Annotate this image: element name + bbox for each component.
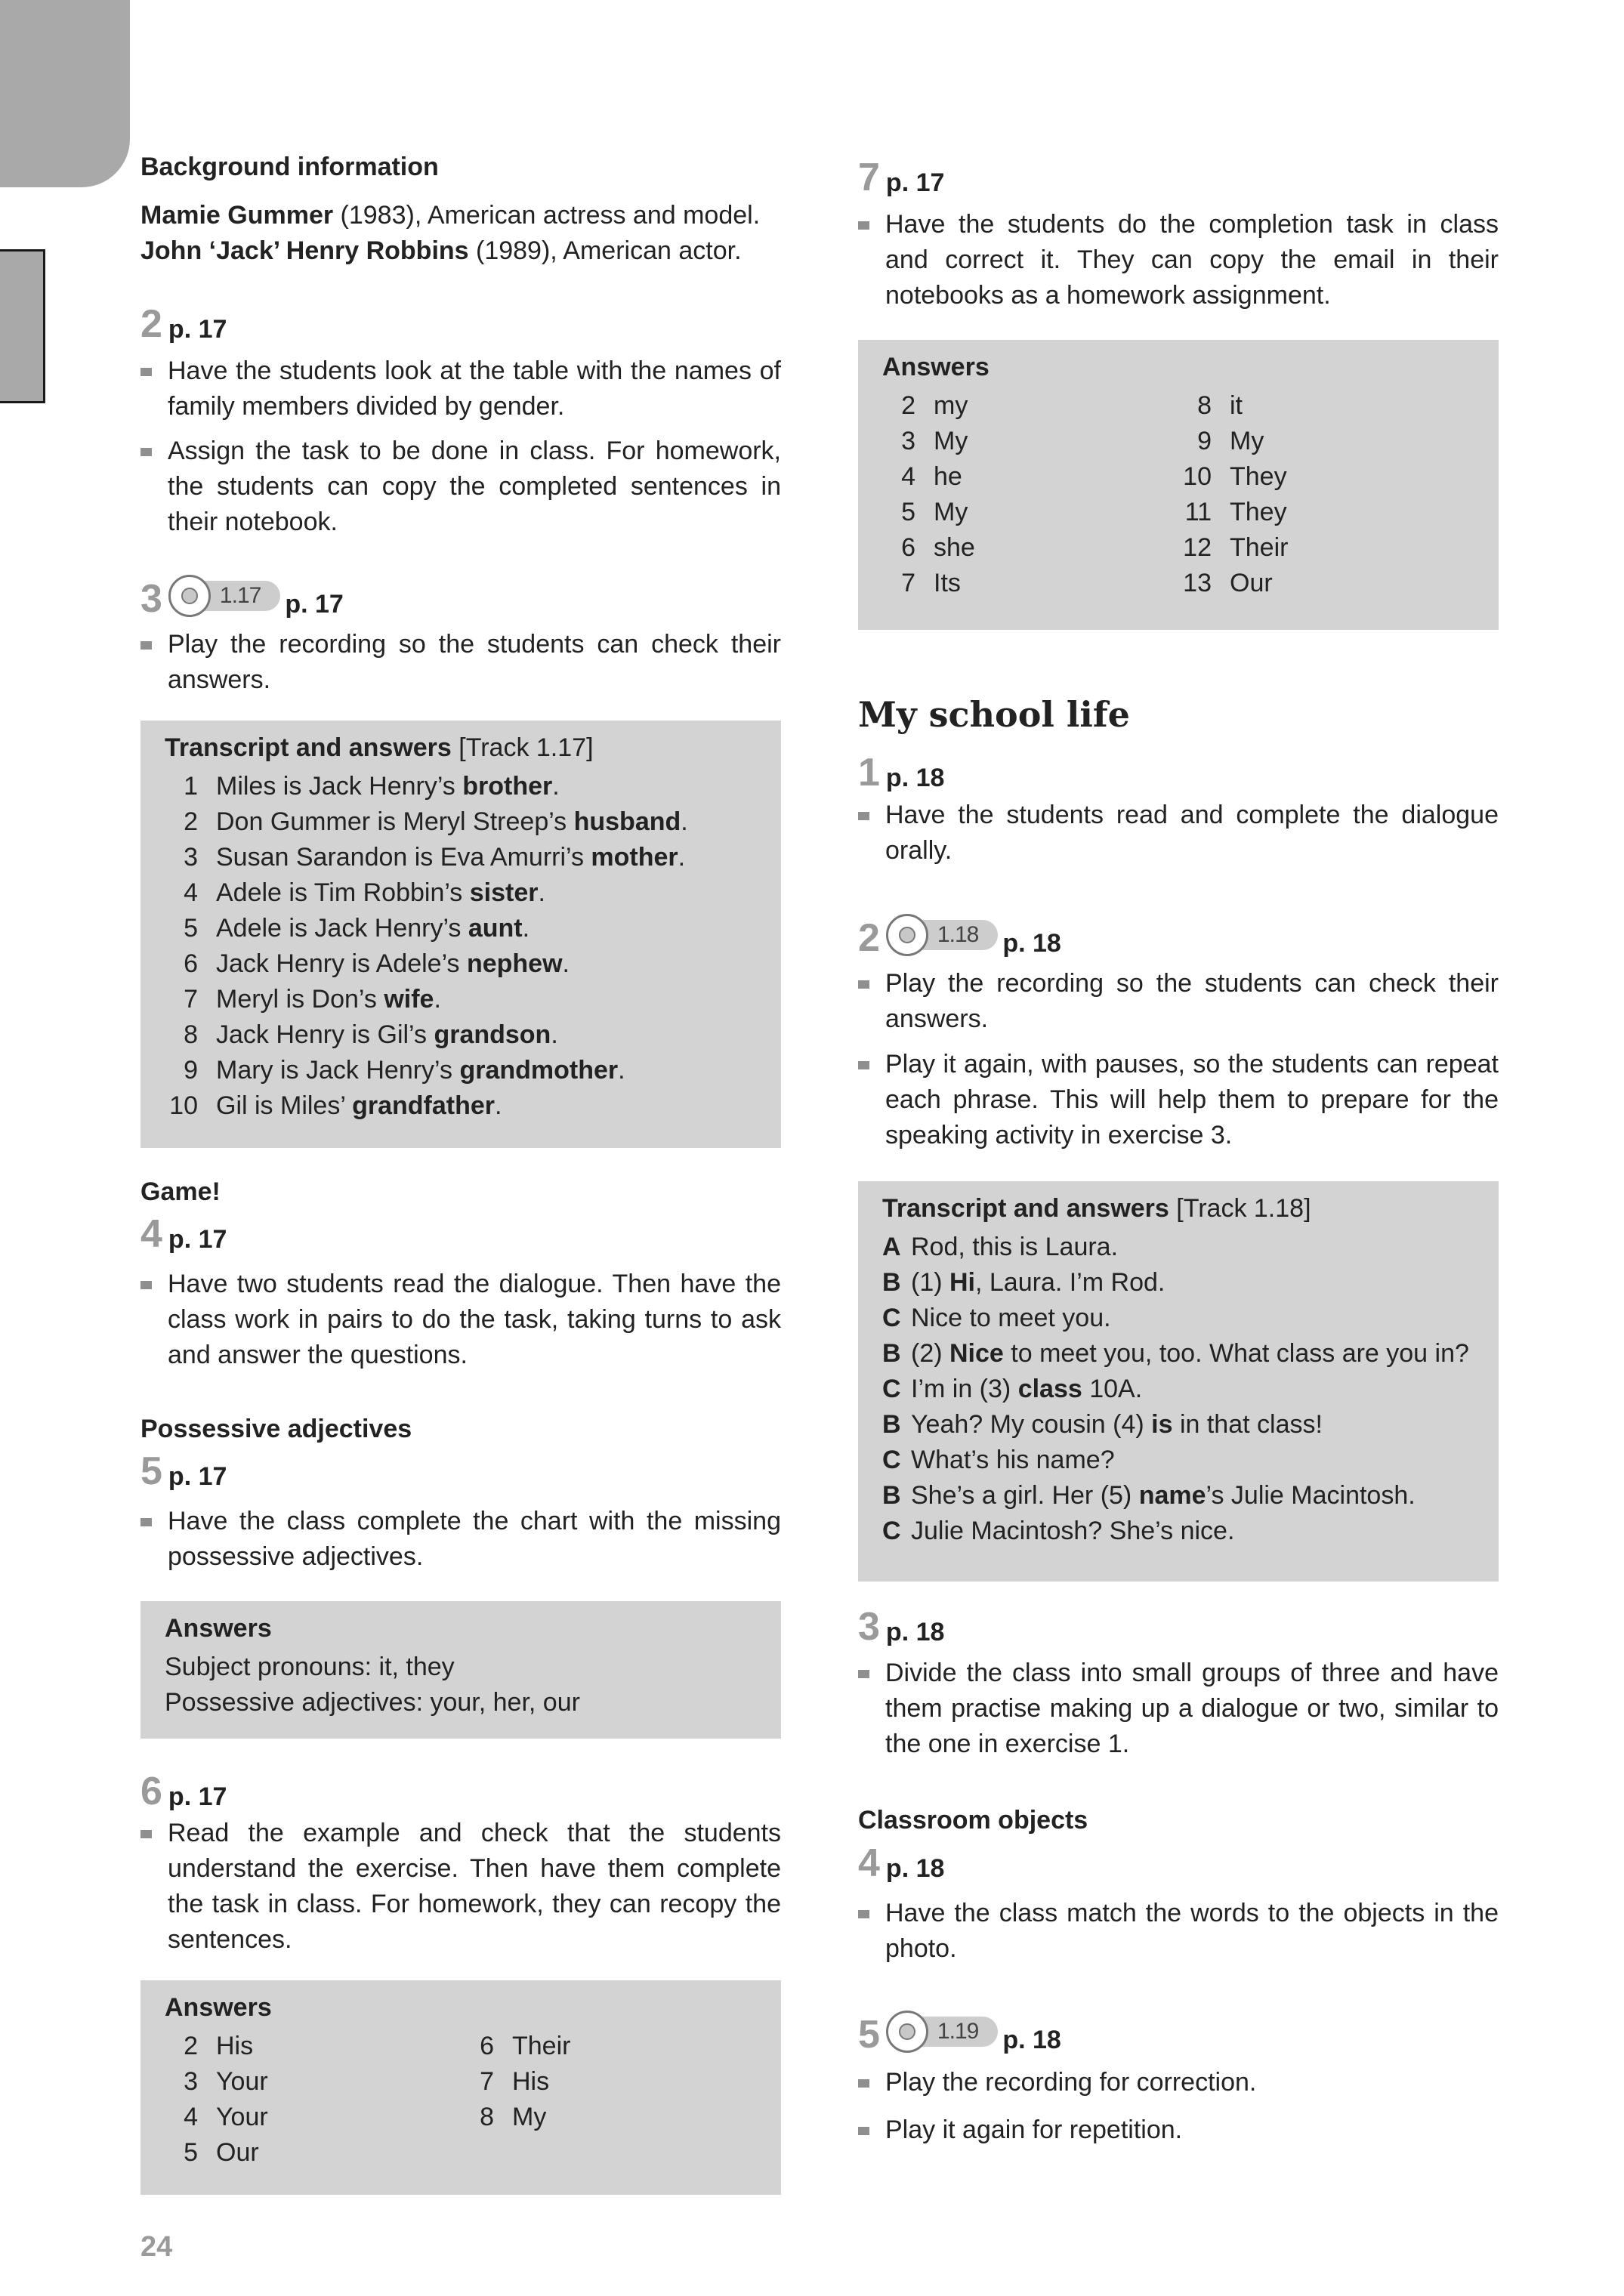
line-text xyxy=(911,1336,1469,1372)
answer-row xyxy=(882,566,1178,601)
line-text-post: . xyxy=(434,985,441,1014)
line-text-post: in that class! xyxy=(1172,1410,1323,1439)
audio-track-badge xyxy=(886,914,998,956)
line-text xyxy=(216,911,529,946)
answer-row xyxy=(1178,388,1474,424)
answer-number: 6 xyxy=(480,2032,494,2060)
line-number: 9 xyxy=(184,1056,198,1085)
line-text-post: to meet you, too. What class are you in? xyxy=(1003,1339,1469,1368)
answer-word: My xyxy=(934,498,968,526)
answer-word: he xyxy=(934,462,962,491)
answers-box-ex5: Answers Subject pronouns: it, they Possessive adjectives: your, her, our xyxy=(140,1601,781,1739)
answer-number: 10 xyxy=(1183,462,1212,491)
line-text-post: . xyxy=(522,914,530,943)
game-heading: Game! xyxy=(140,1177,221,1206)
exercise-7-bullet-1: Have the students do the completion task in class and correct it. They can copy the email in their notebooks as a homework assignment. xyxy=(858,207,1499,313)
page-number: 24 xyxy=(140,2231,173,2263)
answer-number: 2 xyxy=(901,391,915,420)
section-title-my-school-life: My school life xyxy=(858,694,1130,735)
answers-column xyxy=(1178,388,1474,601)
line-text-pre: I’m in (3) xyxy=(911,1375,1018,1403)
line-text-pre: Adele is Tim Robbin’s xyxy=(216,878,470,907)
answer-word: They xyxy=(1230,462,1287,491)
answer-word: His xyxy=(216,2032,254,2060)
answer-row xyxy=(882,530,1178,566)
answers-box-ex6: Answers 2 His 3 Your 4 Your 5 Our 6 Their 7 His 8 My xyxy=(140,1980,781,2195)
transcript-row xyxy=(165,1053,757,1088)
dialogue-row xyxy=(882,1478,1474,1514)
exercise-4-heading: 4 p. 18 xyxy=(858,1841,945,1885)
answer-row xyxy=(882,495,1178,530)
answer-row xyxy=(165,2029,461,2064)
line-number: 6 xyxy=(184,949,198,978)
answer-row xyxy=(1178,530,1474,566)
exercise-4-heading: 4 p. 17 xyxy=(140,1212,227,1256)
answer-word: My xyxy=(1230,427,1264,455)
speaker-label: B xyxy=(882,1268,901,1297)
cd-icon xyxy=(168,575,211,617)
exercise-5-bullet-2: Play it again for repetition. xyxy=(858,2112,1499,2148)
answer-number: 7 xyxy=(901,569,915,597)
exercise-2-bullet-2: Assign the task to be done in class. For homework, the students can copy the completed sentences in their notebook. xyxy=(140,434,781,540)
answer-word: class xyxy=(1017,1375,1082,1403)
line-text-post: 10A. xyxy=(1082,1375,1143,1403)
transcript-row xyxy=(165,875,757,911)
speaker-label: B xyxy=(882,1410,901,1439)
answers-column xyxy=(461,2029,757,2171)
line-text xyxy=(911,1301,1111,1336)
speaker-label: C xyxy=(882,1517,901,1545)
answer-number: 8 xyxy=(1197,391,1212,420)
line-text xyxy=(911,1265,1165,1301)
answer-row xyxy=(165,2064,461,2100)
line-number: 5 xyxy=(184,914,198,943)
answers-grid xyxy=(165,2029,757,2171)
exercise-6-heading: 6 p. 17 xyxy=(140,1770,227,1813)
dialogue-row xyxy=(882,1407,1474,1443)
line-text-post: . xyxy=(552,772,560,801)
corner-tab xyxy=(0,0,130,187)
line-text xyxy=(216,840,685,875)
speaker-label: C xyxy=(882,1304,901,1332)
cd-icon xyxy=(886,914,928,956)
transcript-row xyxy=(165,982,757,1017)
answer-word: Your xyxy=(216,2103,268,2131)
exercise-3-bullet-1: Divide the class into small groups of three and have them practise making up a dialogue or two, similar to the one in exercise 1. xyxy=(858,1656,1499,1762)
line-number: 10 xyxy=(169,1091,198,1120)
answer-number: 3 xyxy=(184,2067,198,2096)
line-text-pre: (2) xyxy=(911,1339,949,1368)
answer-row xyxy=(165,2100,461,2135)
line-text-pre: Meryl is Don’s xyxy=(216,985,384,1014)
line-text-pre: Gil is Miles’ xyxy=(216,1091,353,1120)
answer-row xyxy=(882,424,1178,459)
answer-word: Our xyxy=(216,2138,259,2167)
answer-line: Possessive adjectives: your, her, our xyxy=(165,1688,580,1717)
line-text-pre: Susan Sarandon is Eva Amurri’s xyxy=(216,843,591,872)
answer-line: Subject pronouns: it, they xyxy=(165,1653,455,1681)
exercise-5-heading: 5 1.19 p. 18 xyxy=(858,2007,1061,2054)
line-text xyxy=(911,1478,1416,1514)
transcript-box-1-18 xyxy=(858,1181,1499,1582)
answer-row xyxy=(461,2029,757,2064)
transcript-title: Transcript and answers [Track 1.18] xyxy=(882,1194,1311,1223)
answer-word: Nice xyxy=(949,1339,1004,1368)
answer-number: 9 xyxy=(1197,427,1212,455)
line-text-post: . xyxy=(618,1056,625,1085)
transcript-row xyxy=(165,1017,757,1053)
line-text xyxy=(216,1053,625,1088)
exercise-2-heading xyxy=(140,297,227,344)
dialogue-row xyxy=(882,1443,1474,1478)
answer-number: 13 xyxy=(1183,569,1212,597)
answer-word: My xyxy=(512,2103,547,2131)
speaker-label: B xyxy=(882,1339,901,1368)
dialogue-row xyxy=(882,1372,1474,1407)
answer-word: His xyxy=(512,2067,550,2096)
line-text xyxy=(216,804,688,840)
speaker-label: A xyxy=(882,1233,901,1261)
speaker-label: C xyxy=(882,1375,901,1403)
exercise-3-bullet-1: Play the recording so the students can check their answers. xyxy=(140,627,781,698)
answer-word: name xyxy=(1138,1481,1206,1510)
line-text-pre: Nice to meet you. xyxy=(911,1304,1111,1332)
answer-word: nephew xyxy=(466,949,563,978)
answer-row xyxy=(1178,566,1474,601)
line-text-pre: Yeah? My cousin (4) xyxy=(911,1410,1152,1439)
answer-row xyxy=(461,2064,757,2100)
transcript-box-1-17 xyxy=(140,721,781,1148)
exercise-2-heading: 2 1.18 p. 18 xyxy=(858,911,1061,958)
line-text-pre: Rod, this is Laura. xyxy=(911,1233,1119,1261)
track-number: 1.18 xyxy=(909,920,998,950)
line-number: 4 xyxy=(184,878,198,907)
answer-number: 12 xyxy=(1183,533,1212,562)
answer-number: 6 xyxy=(901,533,915,562)
exercise-page: p. 17 xyxy=(168,315,227,344)
line-text-pre: Adele is Jack Henry’s xyxy=(216,914,468,943)
cd-icon xyxy=(886,2011,928,2053)
exercise-6-bullet-1: Read the example and check that the students understand the exercise. Then have them complete the task in class. For homework, they can recopy the sentences. xyxy=(140,1816,781,1958)
line-text-pre: Jack Henry is Adele’s xyxy=(216,949,467,978)
line-text xyxy=(911,1514,1234,1549)
exercise-2-bullet-1: Have the students look at the table with the names of family members divided by gender. xyxy=(140,353,781,424)
exercise-5-bullet-1: Have the class complete the chart with the missing possessive adjectives. xyxy=(140,1504,781,1575)
line-text xyxy=(216,1017,558,1053)
exercise-3-heading: 3 p. 18 xyxy=(858,1605,945,1649)
answer-word: grandmother xyxy=(459,1056,619,1085)
line-text-pre: Julie Macintosh? She’s nice. xyxy=(911,1517,1235,1545)
exercise-5-bullet-1: Play the recording for correction. xyxy=(858,2065,1499,2100)
answers-column xyxy=(165,2029,461,2171)
answer-row xyxy=(165,2135,461,2171)
line-number: 3 xyxy=(184,843,198,872)
exercise-2-bullet-1: Play the recording so the students can check their answers. xyxy=(858,966,1499,1037)
line-text-pre: Miles is Jack Henry’s xyxy=(216,772,463,801)
answer-word: sister xyxy=(469,878,539,907)
answer-number: 8 xyxy=(480,2103,494,2131)
classroom-objects-heading: Classroom objects xyxy=(858,1806,1088,1835)
answer-row xyxy=(882,459,1178,495)
answer-word: Its xyxy=(934,569,961,597)
line-text-post: , Laura. I’m Rod. xyxy=(975,1268,1166,1297)
exercise-1-bullet-1: Have the students read and complete the dialogue orally. xyxy=(858,798,1499,869)
answer-word: Their xyxy=(512,2032,571,2060)
exercise-4-bullet-1: Have two students read the dialogue. Then have the class work in pairs to do the task, taking turns to ask and answer the questions. xyxy=(140,1267,781,1373)
background-line-1: Mamie Gummer (1983), American actress and model. xyxy=(140,201,761,230)
answer-number: 3 xyxy=(901,427,915,455)
answer-word: My xyxy=(934,427,968,455)
answer-row xyxy=(1178,424,1474,459)
answers-grid xyxy=(882,388,1474,601)
transcript-row xyxy=(165,1088,757,1124)
transcript-title: Transcript and answers [Track 1.17] xyxy=(165,733,594,762)
exercise-3-heading: 3 1.17 p. 17 xyxy=(140,572,344,619)
transcript-row xyxy=(165,804,757,840)
side-tab-marker xyxy=(0,249,45,403)
answer-number: 7 xyxy=(480,2067,494,2096)
answer-word: mother xyxy=(591,843,678,872)
answer-word: grandson xyxy=(434,1020,551,1049)
exercise-4-bullet-1: Have the class match the words to the objects in the photo. xyxy=(858,1896,1499,1967)
transcript-row xyxy=(165,946,757,982)
answer-word: They xyxy=(1230,498,1287,526)
exercise-5-heading: 5 p. 17 xyxy=(140,1449,227,1493)
answer-word: is xyxy=(1151,1410,1173,1439)
line-text-post: . xyxy=(551,1020,558,1049)
answer-word: grandfather xyxy=(352,1091,495,1120)
line-text xyxy=(911,1443,1115,1478)
line-text-pre: She’s a girl. Her (5) xyxy=(911,1481,1139,1510)
answer-word: aunt xyxy=(468,914,523,943)
line-text xyxy=(216,1088,502,1124)
answer-number: 4 xyxy=(901,462,915,491)
possessive-adjectives-heading: Possessive adjectives xyxy=(140,1415,412,1443)
exercise-number: 2 xyxy=(140,302,162,346)
answer-word: she xyxy=(934,533,975,562)
answer-word: it xyxy=(1230,391,1243,420)
line-number: 7 xyxy=(184,985,198,1014)
dialogue-row xyxy=(882,1265,1474,1301)
line-text-pre: What’s his name? xyxy=(911,1446,1115,1474)
line-text xyxy=(216,982,441,1017)
answer-row xyxy=(1178,459,1474,495)
dialogue-row xyxy=(882,1514,1474,1549)
line-text-post: . xyxy=(538,878,545,907)
answer-row xyxy=(461,2100,757,2135)
line-text-pre: (1) xyxy=(911,1268,949,1297)
answer-word: Our xyxy=(1230,569,1273,597)
line-text xyxy=(216,946,570,982)
transcript-list xyxy=(165,769,757,1124)
dialogue-row xyxy=(882,1336,1474,1372)
line-text xyxy=(911,1407,1323,1443)
dialogue-row xyxy=(882,1230,1474,1265)
exercise-1-heading: 1 p. 18 xyxy=(858,751,945,795)
answers-column xyxy=(882,388,1178,601)
answer-word: wife xyxy=(384,985,434,1014)
line-text-pre: Mary is Jack Henry’s xyxy=(216,1056,460,1085)
answer-word: Hi xyxy=(949,1268,975,1297)
line-text xyxy=(911,1372,1142,1407)
answer-word: my xyxy=(934,391,968,420)
audio-track-badge xyxy=(168,575,280,617)
answer-number: 5 xyxy=(184,2138,198,2167)
line-text-pre: Jack Henry is Gil’s xyxy=(216,1020,434,1049)
background-line-2: John ‘Jack’ Henry Robbins (1989), American actor. xyxy=(140,236,742,265)
answer-word: husband xyxy=(573,807,681,836)
answer-word: Your xyxy=(216,2067,268,2096)
line-number: 2 xyxy=(184,807,198,836)
answer-word: Their xyxy=(1230,533,1289,562)
answer-row xyxy=(882,388,1178,424)
line-text xyxy=(216,769,560,804)
line-number: 1 xyxy=(184,772,198,801)
track-number: 1.19 xyxy=(909,2017,998,2047)
line-text xyxy=(911,1230,1118,1265)
transcript-row xyxy=(165,840,757,875)
dialogue-row xyxy=(882,1301,1474,1336)
line-text-post: . xyxy=(562,949,570,978)
answer-word: brother xyxy=(462,772,553,801)
answers-box-ex7: Answers 2 my 3 My 4 he 5 My 6 she 7 Its 8 it 9 My 10 They 11 They 12 Their 13 Our xyxy=(858,340,1499,630)
answer-number: 4 xyxy=(184,2103,198,2131)
line-text-pre: Don Gummer is Meryl Streep’s xyxy=(216,807,574,836)
background-heading: Background information xyxy=(140,153,439,181)
line-text-post: . xyxy=(495,1091,502,1120)
line-text-post: . xyxy=(681,807,688,836)
audio-track-badge xyxy=(886,2011,998,2053)
answer-number: 11 xyxy=(1184,498,1212,526)
answer-number: 2 xyxy=(184,2032,198,2060)
track-number: 1.17 xyxy=(191,581,280,611)
exercise-2-bullet-2: Play it again, with pauses, so the students can repeat each phrase. This will help them to prepare for the speaking activity in exercise 3. xyxy=(858,1047,1499,1153)
transcript-row xyxy=(165,769,757,804)
speaker-label: C xyxy=(882,1446,901,1474)
transcript-row xyxy=(165,911,757,946)
answer-number: 5 xyxy=(901,498,915,526)
line-text-post: . xyxy=(678,843,686,872)
line-text-post: ’s Julie Macintosh. xyxy=(1206,1481,1416,1510)
line-number: 8 xyxy=(184,1020,198,1049)
transcript-list xyxy=(882,1230,1474,1549)
exercise-7-heading: 7 p. 17 xyxy=(858,156,945,199)
line-text xyxy=(216,875,545,911)
answer-row xyxy=(1178,495,1474,530)
speaker-label: B xyxy=(882,1481,901,1510)
